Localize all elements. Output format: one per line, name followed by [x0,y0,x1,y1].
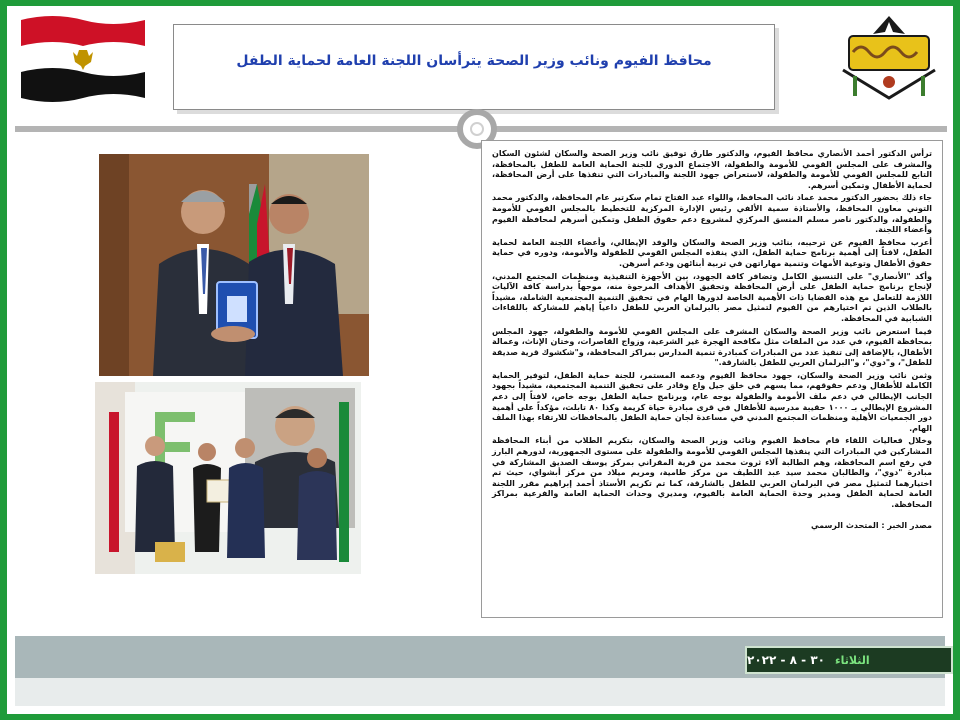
article-paragraph-6: وثمن نائب وزير الصحة والسكان، جهود محافظ الفيوم ودعمه المستمر، للجنة حماية الطفل، لتوفير الحماية الكاملة للأطفال ودعم حقوقهم، مما يسهم في خلق جيل واع وقادر على تحقيق التنمية المجتمعية، مشيداً بجهود الجانب الإيطالي في دعم ملف الأمومة والطفولة بوجه عام، وبرنامج حماية الطفل بوجه خاص، لافتاً إلى دعم المشروع الإيطالي بـ ١٠٠٠ حقيبة مدرسية للأطفال في قرى مبادرة حياة كريمة وكذا ٨٠ تابلت، مؤكداً على أهمية دور الجمعيات الأهلية ومنظمات المجتمع المدني في مساعدة لجان حماية الطفل بالمحافظات للارتقاء بهذا الملف الهام. [492,370,932,433]
article-paragraph-4: وأكد "الأنصاري" على التنسيق الكامل وتضافر كافة الجهود، بين الأجهزة التنفيذية ومنظمات المجتمع المدني، لإنجاح برنامج حماية الطفل على أرض المحافظة وتحقيق الأهداف المرجوة منه، موجهاً بدراسة كافة الآليات اللازمة للتعامل مع هذه القضايا ذات الأهمية الخاصة لدورها الهام في تحقيق التنمية المجتمعية الشاملة، مشيداً بالطلاب الذين تم اختيارهم من الفيوم لتمثيل مصر بالبرلمان العربي للطفل داعياً إياهم للمشاركة باللقاءات الشبابية في المحافظة. [492,271,932,323]
article-box [481,140,943,618]
article-paragraph-3: أعرب محافظ الفيوم عن ترحيبه، بنائب وزير الصحة والسكان والوفد الإيطالي، وأعضاء اللجنة العامة لحماية الطفل، لافتاً إلى أهمية برنامج حماية الطفل، الذي ينفذه المجلس القومي للطفولة والأمومة، ودوره في حماية حقوق الأطفال وتوعية الأمهات وتنمية مهاراتهن في تربية أبنائهن ودعم أسرهن. [492,237,932,268]
article-paragraph-5: فيما استعرض نائب وزير الصحة والسكان المشرف على المجلس القومي للأمومة والطفولة، جهود المجلس بمحافظة الفيوم، في عدد من الملفات مثل مكافحة الهجرة غير الشرعية، وزواج القاصرات، وختان الإناث، وعمالة الأطفال، بالإضافة إلى تنفيذ عدد من المبادرات كمبادرة تنمية المدارس بمراكز المحافظة، و"شكشوك قرية صديقة للطفل"، و"دوي"، و"البرلمان العربي للطفل بالشارقة." [491,326,932,368]
photo-student-honoring-ceremony [95,382,361,574]
date-day: الثلاثاء [834,653,870,667]
date-value: ٣٠ - ٨ - ٢٠٢٢ [747,653,825,667]
news-source: مصدر الخبر : المتحدث الرسمي [810,520,932,530]
article-body [492,149,932,511]
fayoum-governorate-logo-icon [833,12,945,108]
bottom-band [15,678,945,706]
headline-box [173,24,775,110]
egypt-flag-icon [17,12,149,104]
news-page [7,6,953,714]
date-badge [745,646,953,674]
article-paragraph-1: ترأس الدكتور أحمد الأنصاري محافظ الفيوم، والدكتور طارق توفيق نائب وزير الصحة والسكان لشئون السكان والمشرف على المجلس القومي للأمومة والطفولة، الاجتماع الدوري للجنة الحماية العامة للطفل بالمحافظة، التابع للمجلس القومي للأمومة والطفولة، لاستعراض جهود اللجنة والمبادرات التي تنفذها على أرض المحافظة، لحماية الأطفال وتمكين أسرهم. [492,149,932,190]
divider-left [15,126,459,132]
article-paragraph-2: جاء ذلك بحضور الدكتور محمد عماد نائب المحافظ، واللواء عبد الفتاح تمام سكرتير عام المحافظة، والدكتور محمد التوني معاون المحافظ، والأستاذة سمية الألفي رئيس الإدارة المركزية للتخطيط بالمجلس القومي للأمومة والطفولة، والدكتور ناصر مسلم المنسق المركزي لمشروع دعم حقوق الطفل وتمكين أسرهم لمحافظة الفيوم وأعضاء اللجنة. [492,193,932,235]
divider-right [495,126,947,132]
ring-inner [470,122,484,136]
article-paragraph-7: وخلال فعاليات اللقاء قام محافظ الفيوم ونائب وزير الصحة والسكان، بتكريم الطلاب من أبناء المحافظة المشاركين في المبادرات التي ينفذها المجلس القومي للأمومة والطفولة على مستوى الجمهورية، لدورهم البارز في رفع اسم المحافظة، وهم الطالبة آلاء ثروت محمد من قرية المقراني بمركز يوسف الصديق المشاركة في مبادرة "دوي"، والطالبان محمد سيد عبد اللطيف من مركز طامية، ومريم ميلاد من مركز أبشواي، حيث تم اختيارهما لتمثيل مصر في البرلمان العربي للطفل بالشارقة، كما تم تكريم الأستاذ أحمد إبراهيم مقرر اللجنة العامة لحماية الطفل ومدير وحدة الحماية العامة بالفيوم، ومديري وحدات الحماية العامة والفرعية بمراكز المحافظة. [492,436,932,509]
photo-governor-shield-handover [99,154,369,376]
headline: محافظ الفيوم ونائب وزير الصحة يترأسان اللجنة العامة لحماية الطفل [236,53,712,69]
